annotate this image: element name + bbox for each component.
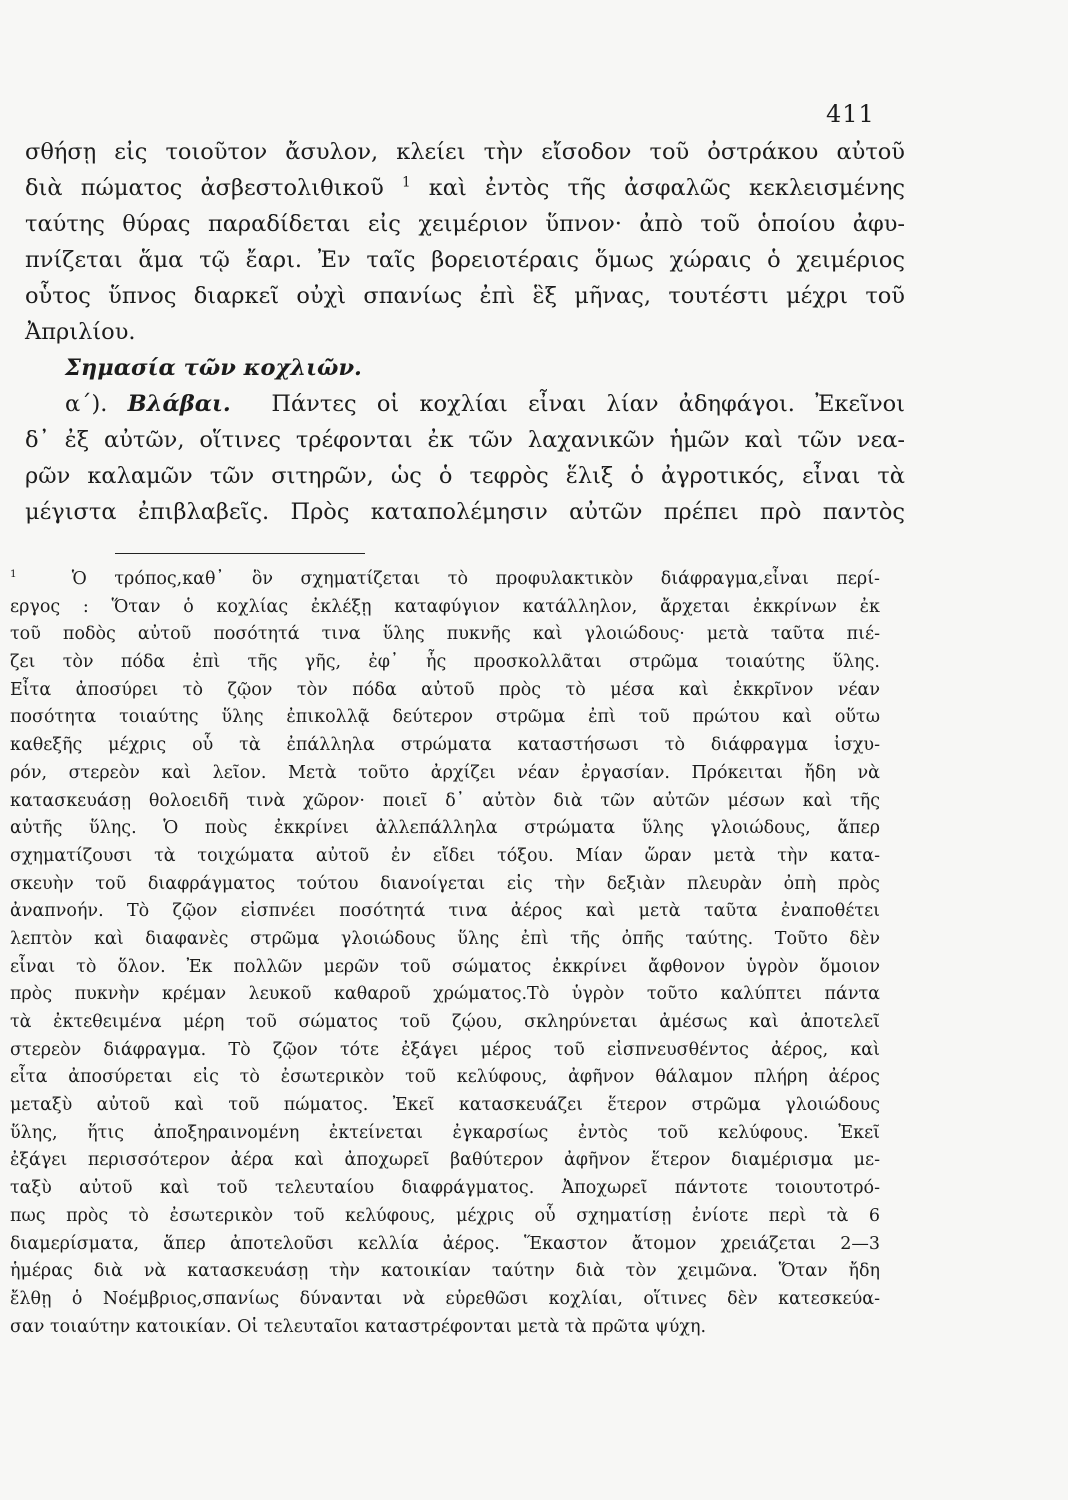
text-line: Ἀπριλίου. [25, 319, 136, 345]
footnote-line: ἡμέρας διὰ νὰ κατασκευάσῃ τὴν κατοικίαν ταύτην διὰ τὸν χειμῶνα. Ὅταν ἤδη [10, 1261, 880, 1282]
footnote-line: αὐτῆς ὕλης. Ὁ ποὺς ἐκκρίνει ἀλλεπάλληλα στρώματα ὕλης γλοιώδους, ἅπερ [10, 818, 880, 839]
text-line: ταύτης θύρας παραδίδεται εἰς χειμέριον ὕπνον· ἀπὸ τοῦ ὁποίου ἀφυ- [25, 211, 905, 237]
footnote-line: Εἶτα ἀποσύρει τὸ ζῷον τὸν πόδα αὐτοῦ πρὸς τὸ μέσα καὶ ἐκκρῖνον νέαν [10, 679, 880, 700]
footnote-line: κατασκευάσῃ θολοειδῆ τινὰ χῶρον· ποιεῖ δ᾽ αὐτὸν διὰ τῶν αὐτῶν μέσων καὶ τῆς [10, 790, 880, 811]
subsection-line [25, 386, 905, 422]
text-line: μέγιστα ἐπιβλαβεῖς. Πρὸς καταπολέμησιν αὐτῶν πρέπει πρὸ παντὸς [25, 499, 905, 525]
footnote-line: σαν τοιαύτην κατοικίαν. Οἱ τελευταῖοι καταστρέφονται μετὰ τὰ πρῶτα ψύχη. [10, 1316, 707, 1337]
footnote-line: στερεὸν διάφραγμα. Τὸ ζῷον τότε ἐξάγει μέρος τοῦ εἰσπνευσθέντος ἀέρος, καὶ [10, 1039, 880, 1060]
footnote-line: τοῦ ποδὸς αὐτοῦ ποσότητά τινα ὕλης πυκνῆς καὶ γλοιώδους· μετὰ ταῦτα πιέ- [10, 624, 880, 645]
section-heading [25, 350, 905, 386]
text-fragment: Πάντες οἱ κοχλίαι εἶναι λίαν ἀδηφάγοι. Ἐκεῖνοι [271, 391, 905, 417]
main-body-text [25, 134, 905, 530]
page-number: 411 [826, 100, 875, 128]
footnote-line: εργος : Ὅταν ὁ κοχλίας ἐκλέξῃ καταφύγιον κατάλληλον, ἄρχεται ἐκκρίνων ἐκ [10, 596, 880, 617]
footnote-line: τὰ ἐκτεθειμένα μέρη τοῦ σώματος τοῦ ζῴου, σκληρύνεται ἀμέσως καὶ ἀποτελεῖ [10, 1012, 880, 1032]
subsection-title: Βλάβαι. [127, 391, 231, 417]
footnote-line: ἀναπνοήν. Τὸ ζῷον εἰσπνέει ποσότητά τινα ἀέρος καὶ μετὰ ταῦτα ἐναποθέτει [10, 901, 880, 922]
text-fragment: Ὁ τρόπος,καθ᾽ ὃν σχηματίζεται τὸ προφυλακτικὸν διάφραγμα,εἶναι περί- [71, 569, 880, 589]
text-line: πνίζεται ἅμα τῷ ἔαρι. Ἐν ταῖς βορειοτέραις ὅμως χώραις ὁ χειμέριος [25, 247, 905, 273]
text-line: δ᾽ ἐξ αὐτῶν, οἵτινες τρέφονται ἐκ τῶν λαχανικῶν ἡμῶν καὶ τῶν νεα- [25, 427, 905, 453]
footnote-line: ἐξάγει περισσότερον ἀέρα καὶ ἀποχωρεῖ βαθύτερον ἀφῆνον ἕτερον διαμέρισμα με- [10, 1150, 880, 1171]
footnote-line: πως πρὸς τὸ ἐσωτερικὸν τοῦ κελύφους, μέχρις οὗ σχηματίσῃ ἐνίοτε περὶ τὰ 6 [10, 1205, 880, 1226]
footnote-line: ζει τὸν πόδα ἐπὶ τῆς γῆς, ἐφ᾽ ἧς προσκολλᾶται στρῶμα τοιαύτης ὕλης. [10, 652, 880, 673]
footnote-line: ταξὺ αὐτοῦ καὶ τοῦ τελευταίου διαφράγματος. Ἀποχωρεῖ πάντοτε τοιουτοτρό- [10, 1178, 880, 1199]
text-line: σθήσῃ εἰς τοιοῦτον ἄσυλον, κλείει τὴν εἴσοδον τοῦ ὀστράκου αὐτοῦ [25, 139, 905, 165]
footnote-divider [115, 553, 365, 554]
footnote-line: εἶναι τὸ ὅλον. Ἐκ πολλῶν μερῶν τοῦ σώματος ἐκκρίνει ἄφθονον ὑγρὸν ὅμοιον [10, 956, 880, 977]
footnote-marker: 1 [10, 568, 17, 581]
footnote-line: ὕλης, ἥτις ἀποξηραινομένη ἐκτείνεται ἐγκαρσίως ἐντὸς τοῦ κελύφους. Ἐκεῖ [10, 1122, 880, 1143]
subsection-label: α΄). [65, 391, 108, 417]
footnote-line: ρόν, στερεὸν καὶ λεῖον. Μετὰ τοῦτο ἀρχίζει νέαν ἐργασίαν. Πρόκειται ἤδη νὰ [10, 762, 880, 783]
section-heading-title: Σημασία τῶν κοχλιῶν. [65, 355, 362, 381]
footnote-line: λεπτὸν καὶ διαφανὲς στρῶμα γλοιώδους ὕλης ἐπὶ τῆς ὀπῆς ταύτης. Τοῦτο δὲν [10, 928, 880, 949]
footnote [10, 566, 880, 1341]
text-line: οὗτος ὕπνος διαρκεῖ οὐχὶ σπανίως ἐπὶ ἓξ μῆνας, τουτέστι μέχρι τοῦ [25, 283, 905, 309]
footnote-line: ἔλθῃ ὁ Νοέμβριος,σπανίως δύνανται νὰ εὑρεθῶσι κοχλίαι, οἵτινες δὲν κατεσκεύα- [10, 1288, 880, 1309]
footnote-line: μεταξὺ αὐτοῦ καὶ τοῦ πώματος. Ἐκεῖ κατασκευάζει ἕτερον στρῶμα γλοιώδους [10, 1095, 880, 1116]
footnote-line: πρὸς πυκνὴν κρέμαν λευκοῦ καθαροῦ χρώματος.Τὸ ὑγρὸν τοῦτο καλύπτει πάντα [10, 984, 880, 1005]
footnote-line: σκευὴν τοῦ διαφράγματος τούτου διανοίγεται εἰς τὴν δεξιὰν πλευρὰν ὀπὴ πρὸς [10, 873, 880, 894]
text-fragment: καὶ ἐντὸς τῆς ἀσφαλῶς κεκλεισμένης [428, 175, 905, 201]
footnote-line: διαμερίσματα, ἅπερ ἀποτελοῦσι κελλία ἀέρος. Ἕκαστον ἄτομον χρειάζεται 2—3 [10, 1233, 880, 1254]
footnote-reference: 1 [401, 174, 411, 191]
footnote-line: καθεξῆς μέχρις οὗ τὰ ἐπάλληλα στρώματα καταστήσωσι τὸ διάφραγμα ἰσχυ- [10, 735, 880, 756]
text-line: ρῶν καλαμῶν τῶν σιτηρῶν, ὡς ὁ τεφρὸς ἕλιξ ὁ ἀγροτικός, εἶναι τὰ [25, 463, 905, 489]
footnote-line: εἶτα ἀποσύρεται εἰς τὸ ἐσωτερικὸν τοῦ κελύφους, ἀφῆνον θάλαμον πλήρη ἀέρος [10, 1067, 880, 1088]
footnote-line: ποσότητα τοιαύτης ὕλης ἐπικολλᾷ δεύτερον στρῶμα ἐπὶ τοῦ πρώτου καὶ οὕτω [10, 707, 880, 728]
footnote-line: σχηματίζουσι τὰ τοιχώματα αὐτοῦ ἐν εἴδει τόξου. Μίαν ὥραν μετὰ τὴν κατα- [10, 845, 880, 866]
footnote-line [10, 566, 880, 594]
text-line [25, 170, 905, 206]
text-fragment: διὰ πώματος ἀσβεστολιθικοῦ [25, 175, 384, 201]
